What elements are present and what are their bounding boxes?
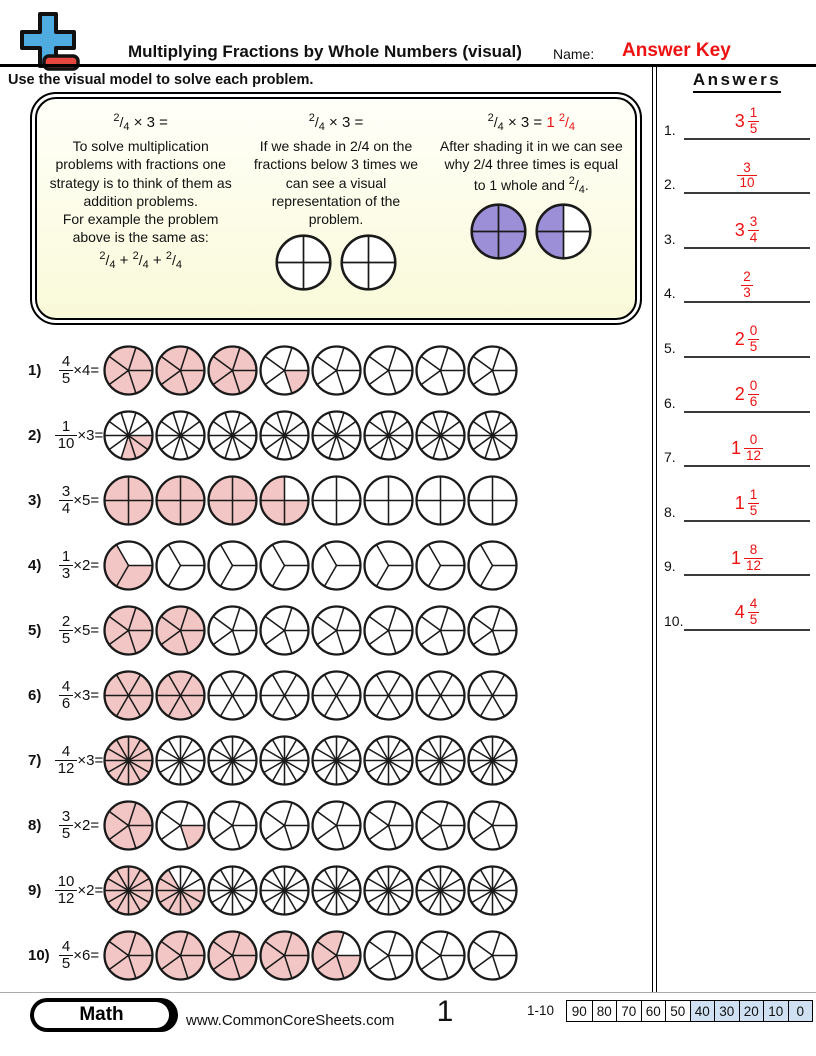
fraction-circle — [363, 735, 414, 786]
answer-value: 2 $\frac{0}{5}$ — [734, 323, 758, 355]
fraction-circle-row — [103, 345, 519, 396]
fraction-circle — [259, 800, 310, 851]
answer-line — [684, 629, 810, 631]
fraction-circle — [467, 735, 518, 786]
fraction-circle-row — [103, 865, 519, 916]
score-cell: 0 — [788, 1001, 813, 1021]
problem-row — [28, 793, 638, 858]
fraction-circle — [103, 345, 154, 396]
name-label: Name: — [553, 46, 595, 62]
fraction-circle — [311, 345, 362, 396]
fraction-circle — [363, 800, 414, 851]
answers-heading: Answers — [693, 70, 781, 93]
fraction-circle — [207, 605, 258, 656]
score-table — [566, 1000, 813, 1022]
score-cell: 30 — [714, 1001, 739, 1021]
problem-row — [28, 403, 638, 468]
fraction-circle — [415, 475, 466, 526]
fraction-circle — [363, 930, 414, 981]
answer-value: $\frac{2}{3}$ — [743, 268, 751, 300]
example-expression: $^2/_4 \times 3$ = — [308, 112, 364, 133]
problem-fraction: $\frac{3}{5}$ — [59, 809, 73, 842]
fraction-circle — [155, 540, 206, 591]
answer-value: 3 $\frac{1}{5}$ — [734, 104, 758, 136]
fraction-circle — [470, 203, 527, 260]
fraction-circle-row — [103, 670, 519, 721]
fraction-circle — [155, 670, 206, 721]
fraction-circle-row — [103, 800, 519, 851]
answer-row — [660, 261, 814, 316]
fraction-circle — [467, 410, 518, 461]
answer-value: 1 $\frac{0}{12}$ — [730, 432, 762, 464]
fraction-circle — [467, 475, 518, 526]
fraction-circle — [155, 475, 206, 526]
answer-number: 5. — [664, 339, 676, 356]
fraction-circle — [415, 540, 466, 591]
fraction-circle — [467, 540, 518, 591]
fraction-circle — [207, 345, 258, 396]
answer-value: $\frac{3}{10}$ — [739, 159, 755, 191]
example-column-3 — [434, 105, 629, 312]
fraction-circle-row — [103, 410, 519, 461]
fraction-circle — [311, 605, 362, 656]
problem-row — [28, 468, 638, 533]
problem-expression — [55, 679, 103, 712]
fraction-circle — [155, 865, 206, 916]
problem-multiplier: ×6= — [73, 947, 100, 964]
problem-number: 8) — [28, 817, 42, 834]
problem-fraction: $\frac{4}{12}$ — [55, 744, 78, 777]
problem-multiplier: ×3= — [77, 752, 104, 769]
answer-list — [660, 97, 814, 643]
problem-multiplier: ×4= — [73, 362, 100, 379]
score-cell: 50 — [665, 1001, 690, 1021]
fraction-circle — [467, 605, 518, 656]
fraction-circle — [259, 865, 310, 916]
problem-expression — [55, 354, 103, 387]
problem-fraction: $\frac{4}{5}$ — [59, 354, 73, 387]
fraction-circle — [155, 605, 206, 656]
answer-row — [660, 588, 814, 643]
fraction-circle — [467, 930, 518, 981]
fraction-circle-row — [103, 735, 519, 786]
problem-row — [28, 728, 638, 793]
fraction-circle — [207, 930, 258, 981]
example-circles-shaded — [439, 203, 624, 260]
problem-multiplier: ×5= — [73, 622, 100, 639]
problem-expression — [55, 484, 103, 517]
example-box-inner — [35, 97, 637, 320]
problem-number: 9) — [28, 882, 42, 899]
problem-fraction: $\frac{10}{12}$ — [55, 874, 78, 907]
example-expression: $^2/_4 \times 3$ = — [113, 112, 168, 133]
fraction-circle — [155, 735, 206, 786]
fraction-circle — [207, 735, 258, 786]
fraction-circle — [259, 670, 310, 721]
fraction-circle-row — [103, 605, 519, 656]
fraction-circle — [415, 410, 466, 461]
fraction-circle — [259, 930, 310, 981]
problem-row — [28, 533, 638, 598]
example-paragraph: For example the problem above is the same as: — [62, 211, 219, 246]
fraction-circle — [415, 800, 466, 851]
fraction-circle — [311, 540, 362, 591]
score-cell: 80 — [592, 1001, 617, 1021]
problem-fraction: $\frac{1}{10}$ — [55, 419, 78, 452]
fraction-circle — [363, 345, 414, 396]
answer-number: 2. — [664, 176, 676, 193]
fraction-circle — [275, 234, 332, 291]
score-range-label: 1-10 — [527, 1003, 555, 1018]
fraction-circle — [259, 475, 310, 526]
fraction-circle — [415, 670, 466, 721]
answer-line — [684, 520, 810, 522]
answer-number: 6. — [664, 394, 676, 411]
example-column-2 — [238, 105, 433, 312]
fraction-circle — [467, 865, 518, 916]
problem-number: 6) — [28, 687, 42, 704]
fraction-circle — [155, 345, 206, 396]
fraction-circle — [259, 735, 310, 786]
problem-number: 2) — [28, 427, 42, 444]
header-divider — [0, 64, 816, 67]
fraction-circle — [415, 930, 466, 981]
problem-expression — [55, 874, 103, 907]
fraction-circle — [207, 800, 258, 851]
fraction-circle — [103, 800, 154, 851]
problem-row — [28, 663, 638, 728]
problem-row — [28, 338, 638, 403]
fraction-circle — [363, 605, 414, 656]
math-badge — [30, 998, 178, 1032]
problem-multiplier: ×3= — [77, 427, 104, 444]
answer-number: 1. — [664, 121, 676, 138]
problem-multiplier: ×2= — [73, 557, 100, 574]
answer-value: 1 $\frac{1}{5}$ — [734, 487, 758, 518]
fraction-circle — [363, 475, 414, 526]
score-cell: 20 — [739, 1001, 764, 1021]
fraction-circle — [363, 670, 414, 721]
score-cell: 10 — [763, 1001, 788, 1021]
example-column-1 — [43, 105, 238, 312]
problem-list — [28, 338, 638, 988]
fraction-circle — [207, 475, 258, 526]
page-title: Multiplying Fractions by Whole Numbers (visual) — [128, 42, 522, 61]
answer-line — [684, 138, 810, 140]
answer-line — [684, 356, 810, 358]
commoncoresheets-logo-icon — [14, 10, 84, 81]
problem-fraction: $\frac{3}{4}$ — [59, 484, 73, 517]
problem-expression — [55, 939, 103, 972]
site-url: www.CommonCoreSheets.com — [186, 1012, 395, 1029]
answer-value: 3 $\frac{3}{4}$ — [734, 214, 758, 245]
problem-number: 10) — [28, 947, 50, 964]
problem-number: 7) — [28, 752, 42, 769]
answer-row — [660, 152, 814, 207]
fraction-circle — [103, 670, 154, 721]
instruction-text: Use the visual model to solve each problem. — [8, 72, 314, 88]
problem-expression — [55, 549, 103, 582]
answer-number: 4. — [664, 285, 676, 302]
problem-fraction: $\frac{2}{5}$ — [59, 614, 73, 647]
answers-panel — [660, 70, 814, 643]
answer-line — [684, 192, 810, 194]
score-cell: 60 — [641, 1001, 666, 1021]
problem-fraction: $\frac{4}{5}$ — [59, 939, 73, 972]
problem-multiplier: ×2= — [73, 817, 100, 834]
fraction-circle — [207, 865, 258, 916]
problem-number: 3) — [28, 492, 42, 509]
fraction-circle — [103, 540, 154, 591]
answer-row — [660, 479, 814, 534]
fraction-circle — [155, 800, 206, 851]
fraction-circle — [415, 865, 466, 916]
answer-row — [660, 425, 814, 480]
answer-value: 1 $\frac{8}{12}$ — [730, 541, 762, 573]
fraction-circle — [311, 670, 362, 721]
score-cell: 70 — [616, 1001, 641, 1021]
problem-expression — [55, 614, 103, 647]
fraction-circle — [467, 345, 518, 396]
answer-line — [684, 247, 810, 249]
answer-row — [660, 534, 814, 589]
fraction-circle — [207, 410, 258, 461]
fraction-circle — [363, 540, 414, 591]
answer-row — [660, 370, 814, 425]
problem-row — [28, 923, 638, 988]
fraction-circle-row — [103, 930, 519, 981]
fraction-circle — [103, 410, 154, 461]
problem-number: 1) — [28, 362, 42, 379]
fraction-circle — [103, 605, 154, 656]
problem-number: 5) — [28, 622, 42, 639]
answer-value: 4 $\frac{4}{5}$ — [734, 596, 758, 628]
fraction-circle — [311, 475, 362, 526]
problem-row — [28, 858, 638, 923]
problem-fraction: $\frac{1}{3}$ — [59, 549, 73, 582]
fraction-circle — [535, 203, 592, 260]
fraction-circle — [103, 735, 154, 786]
fraction-circle — [259, 605, 310, 656]
answer-number: 10. — [664, 612, 684, 629]
answer-row — [660, 206, 814, 261]
answer-number: 7. — [664, 449, 676, 466]
fraction-circle-row — [103, 540, 519, 591]
math-badge-label: Math — [34, 1002, 169, 1028]
answer-line — [684, 411, 810, 413]
problem-row — [28, 598, 638, 663]
answer-number: 9. — [664, 558, 676, 575]
fraction-circle — [155, 930, 206, 981]
fraction-circle — [259, 345, 310, 396]
answer-line — [684, 574, 810, 576]
fraction-circle — [207, 670, 258, 721]
fraction-circle — [207, 540, 258, 591]
fraction-circle — [363, 865, 414, 916]
fraction-circle — [155, 410, 206, 461]
fraction-circle — [415, 735, 466, 786]
problem-expression — [55, 744, 103, 777]
fraction-circle — [311, 410, 362, 461]
problem-expression — [55, 419, 103, 452]
problem-number: 4) — [28, 557, 42, 574]
fraction-circle — [415, 345, 466, 396]
fraction-circle — [311, 735, 362, 786]
fraction-circle — [467, 670, 518, 721]
fraction-circle — [103, 930, 154, 981]
problem-expression — [55, 809, 103, 842]
fraction-circle — [103, 865, 154, 916]
example-paragraph: If we shade in 2/4 on the fractions below 3 times we can see a visual representation of the problem. — [253, 138, 419, 228]
fraction-circle — [415, 605, 466, 656]
answers-divider — [652, 64, 657, 992]
answer-line — [684, 465, 810, 467]
answer-row — [660, 97, 814, 152]
example-expression: $^2/_4 \times 3 = 1$ $^2/_4$ — [487, 112, 575, 133]
score-cell: 90 — [567, 1001, 592, 1021]
problem-fraction: $\frac{4}{6}$ — [59, 679, 73, 712]
example-paragraph: To solve multiplication problems with fractions one strategy is to think of them as addition problems. — [49, 138, 232, 209]
example-box — [30, 92, 642, 325]
problem-multiplier: ×3= — [73, 687, 100, 704]
fraction-circle — [311, 800, 362, 851]
fraction-circle — [311, 865, 362, 916]
page-number: 1 — [436, 995, 454, 1028]
answer-row — [660, 315, 814, 370]
answer-value: 2 $\frac{0}{6}$ — [734, 377, 758, 409]
example-paragraph: After shading it in we can see why 2/4 three times is equal to 1 whole and $^2/_4$. — [439, 138, 623, 196]
score-cell: 40 — [690, 1001, 715, 1021]
answer-line — [684, 301, 810, 303]
example-addition-line: $^2/_4 + ^2/_4 + ^2/_4$ — [99, 250, 182, 272]
problem-multiplier: ×2= — [77, 882, 104, 899]
fraction-circle — [311, 930, 362, 981]
answer-key-label: Answer Key — [622, 40, 731, 61]
fraction-circle — [103, 475, 154, 526]
fraction-circle — [340, 234, 397, 291]
fraction-circle — [259, 540, 310, 591]
fraction-circle — [467, 800, 518, 851]
fraction-circle-row — [103, 475, 519, 526]
fraction-circle — [259, 410, 310, 461]
example-circles-unshaded — [243, 234, 428, 291]
answer-number: 3. — [664, 230, 676, 247]
answer-number: 8. — [664, 503, 676, 520]
problem-multiplier: ×5= — [73, 492, 100, 509]
fraction-circle — [363, 410, 414, 461]
footer-divider — [0, 992, 816, 993]
